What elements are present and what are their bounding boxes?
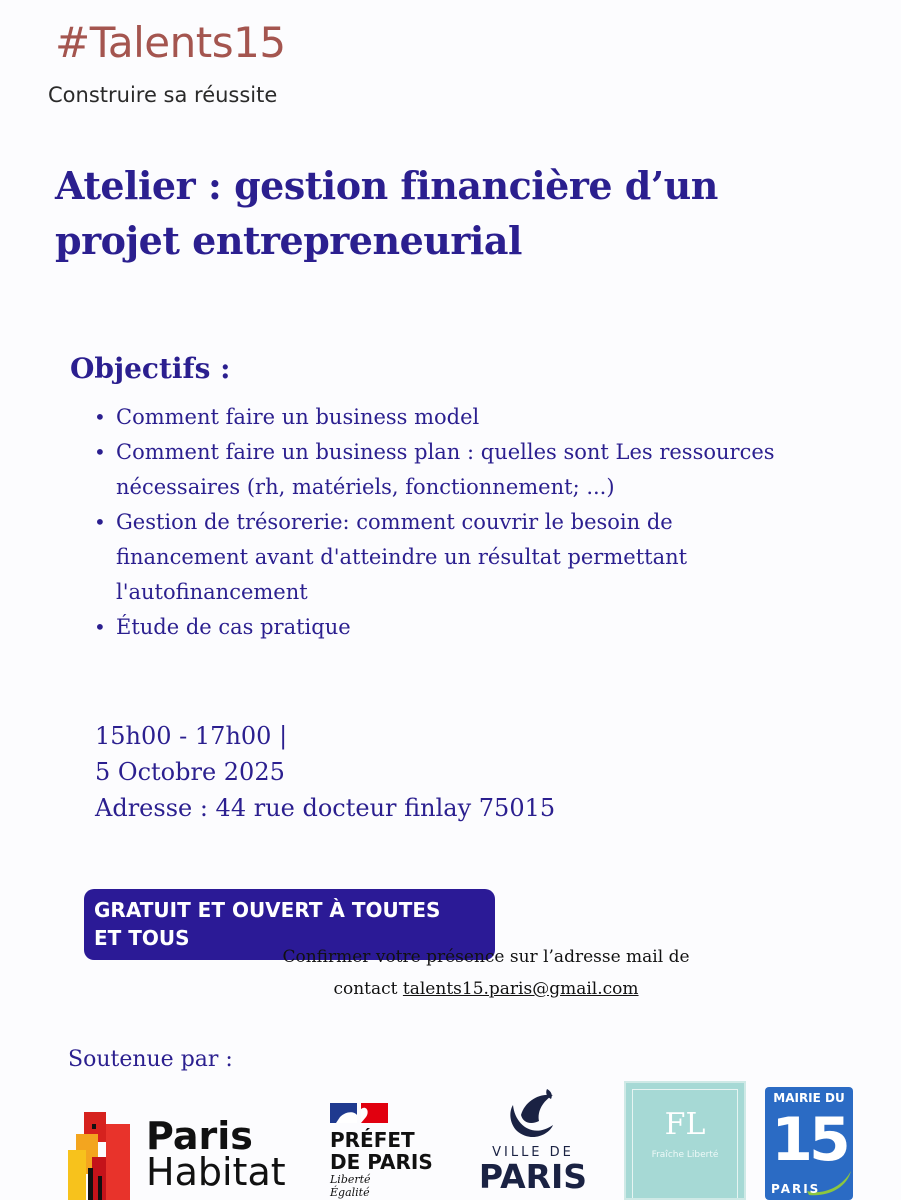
objective-item: • Comment faire un business plan : quelles sont Les ressources nécessaires (rh, matériels, fonctionnement; ...) xyxy=(92,435,792,505)
event-title-line2: projet entrepreneurial xyxy=(55,218,522,263)
paris-habitat-line2: Habitat xyxy=(146,1150,286,1194)
fl-letters: FL xyxy=(664,1107,706,1142)
paris-habitat-logo-mark xyxy=(68,1112,138,1200)
event-title xyxy=(55,158,855,268)
objective-item: • Comment faire un business model xyxy=(92,400,792,435)
confirm-text xyxy=(230,941,742,1005)
mairie-number: 15 xyxy=(771,1105,847,1175)
event-time: 15h00 - 17h00 | xyxy=(95,722,288,750)
confirm-line1: Confirmer votre présence sur l’adresse mail de xyxy=(282,947,690,967)
mairie-city: PARIS xyxy=(771,1182,821,1196)
marianne-icon xyxy=(330,1103,440,1123)
contact-email-link[interactable]: talents15.paris@gmail.com xyxy=(402,979,639,999)
mairie-label: MAIRIE DU xyxy=(773,1091,845,1105)
paris-habitat-logo-text xyxy=(146,1114,286,1194)
event-details xyxy=(95,718,555,826)
paris-habitat-line1: Paris xyxy=(146,1114,253,1158)
badge-line2: ET TOUS xyxy=(94,926,190,950)
fl-logo xyxy=(624,1081,746,1200)
prefet-line2: DE PARIS xyxy=(330,1150,433,1174)
prefet-de-paris-logo xyxy=(330,1103,440,1199)
supporters-heading: Soutenue par : xyxy=(68,1047,233,1072)
objectives-heading: Objectifs : xyxy=(70,352,231,385)
event-title-line1: Atelier : gestion financière d’un xyxy=(55,163,718,208)
paris-ship-icon xyxy=(503,1085,563,1145)
confirm-line2 xyxy=(230,973,742,1005)
prefet-motto2: Égalité xyxy=(330,1186,370,1199)
badge-line1: GRATUIT ET OUVERT À TOUTES xyxy=(94,898,441,922)
brand-title: #Talents15 xyxy=(55,18,286,67)
prefet-line1: PRÉFET xyxy=(330,1128,415,1152)
objective-item: • Étude de cas pratique xyxy=(92,610,792,645)
fl-subtitle: Fraîche Liberté xyxy=(651,1150,719,1160)
event-date: 5 Octobre 2025 xyxy=(95,758,285,786)
ville-de-label: VILLE DE xyxy=(492,1145,574,1160)
confirm-prefix: contact xyxy=(333,979,403,999)
ville-de-paris-logo xyxy=(478,1085,588,1194)
prefet-motto1: Liberté xyxy=(330,1173,371,1186)
mairie-du-15-logo xyxy=(765,1087,853,1200)
event-address: Adresse : 44 rue docteur finlay 75015 xyxy=(95,794,556,822)
paris-label: PARIS xyxy=(478,1157,588,1196)
objective-item: • Gestion de trésorerie: comment couvrir le besoin de financement avant d'atteindre un résultat permettant l'autofinancement xyxy=(92,505,792,610)
objectives-list xyxy=(92,400,792,645)
brand-tagline: Construire sa réussite xyxy=(48,83,278,107)
